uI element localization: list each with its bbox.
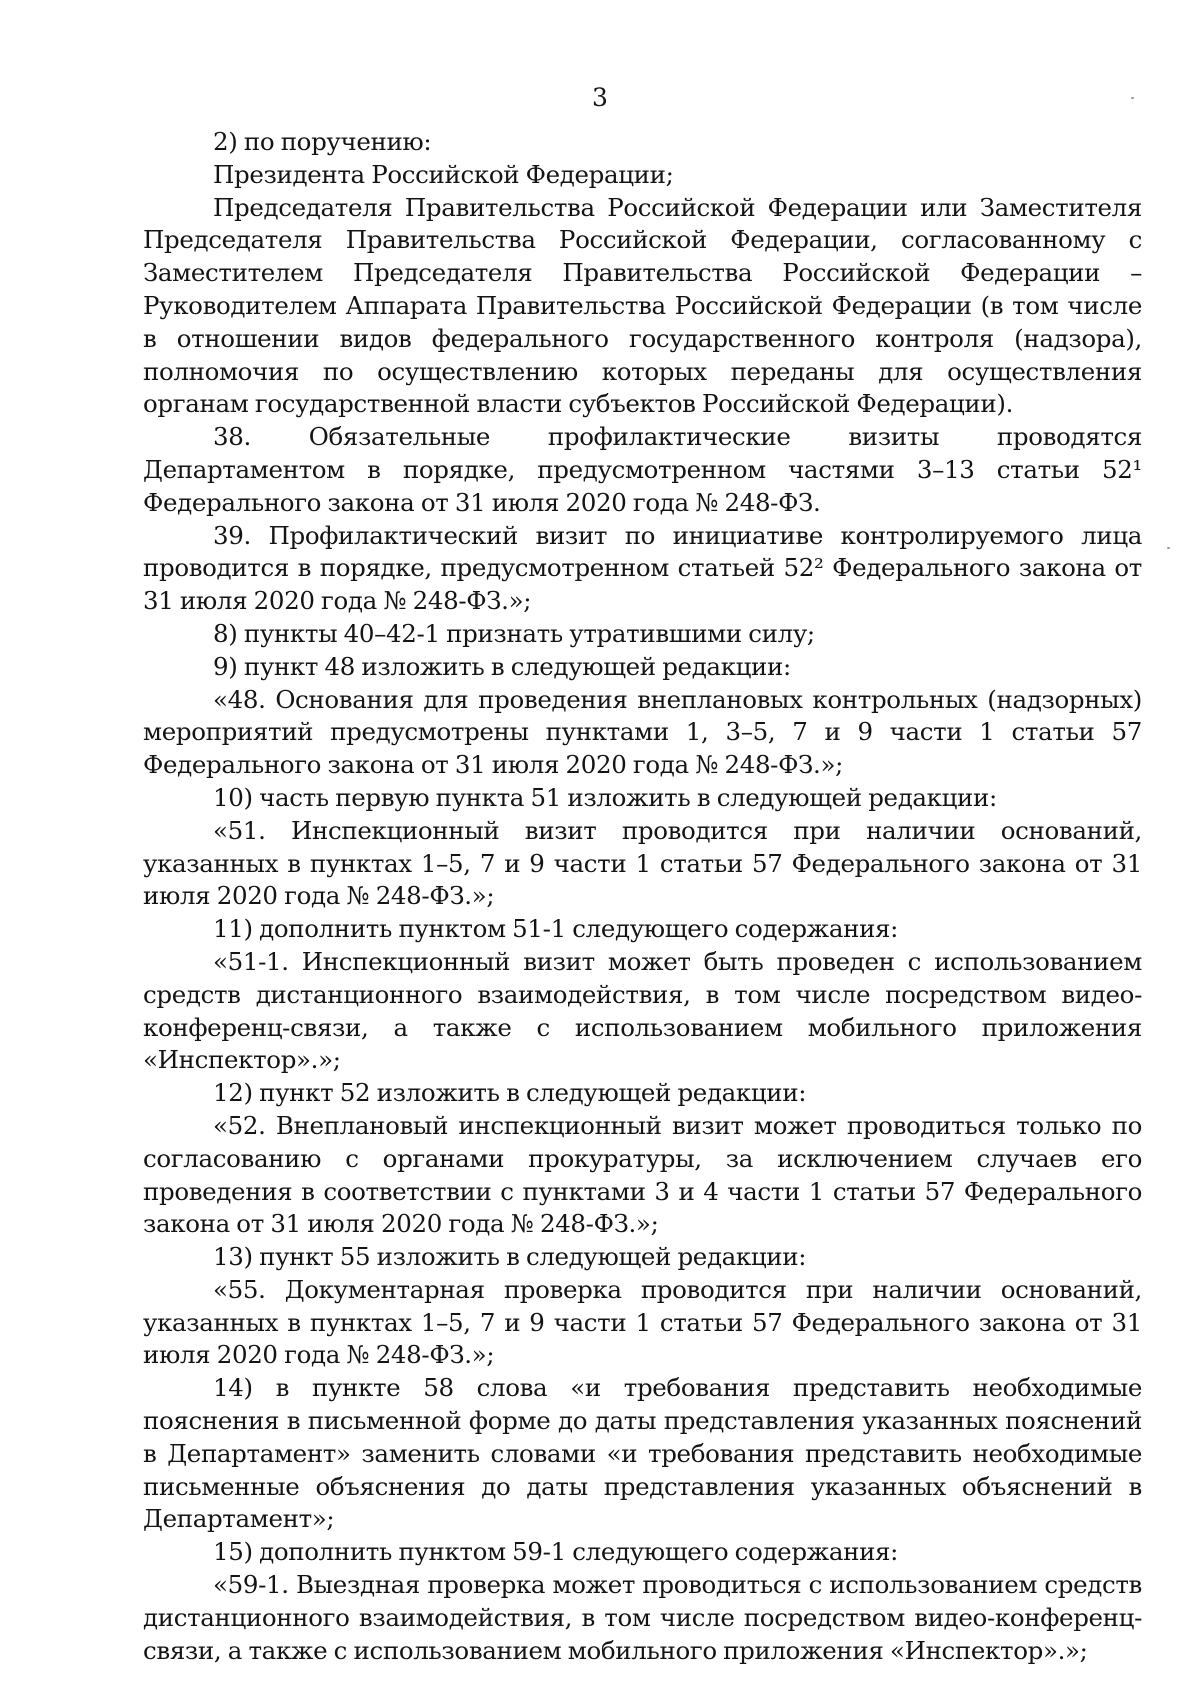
paragraph: «52. Внеплановый инспекционный визит может проводиться только по согласованию с органами прокуратуры, за исключением случаев его проведения в соответствии с пунктами 3 и 4 части 1 статьи 57 Федерального закона от 31 июля 2020 года № 248-ФЗ.»; (143, 1110, 1142, 1239)
scan-speck (1131, 97, 1134, 99)
document-body (143, 126, 1142, 1667)
paragraph: Председателя Правительства Российской Федерации или Заместителя Председателя Правительства Российской Федерации, согласованному с Заместителем Председателя Правительства Российской Федерации – Руководителем Аппарата Правительства Российской Федерации (в том числе в отношении видов федерального государственного контроля (надзора), полномочия по осуществлению которых переданы для осуществления органам государственной власти субъектов Российской Федерации). (143, 192, 1142, 419)
paragraph: «59-1. Выездная проверка может проводиться с использованием средств дистанционного взаимодействия, в том числе посредством видео-конференц-связи, а также с использованием мобильного приложения «Инспектор».»; (143, 1570, 1142, 1665)
paragraph: 39. Профилактический визит по инициативе контролируемого лица проводится в порядке, предусмотренном статьей 52² Федерального закона от 31 июля 2020 года № 248-ФЗ.»; (143, 520, 1142, 616)
paragraph: 11) дополнить пунктом 51-1 следующего содержания: (213, 914, 899, 944)
paragraph: «55. Документарная проверка проводится при наличии оснований, указанных в пунктах 1–5, 7 и 9 части 1 статьи 57 Федерального закона от 31 июля 2020 года № 248-ФЗ.»; (143, 1274, 1142, 1370)
paragraph: 8) пункты 40–42-1 признать утратившими силу; (213, 618, 815, 648)
paragraph: 12) пункт 52 изложить в следующей редакции: (213, 1078, 807, 1108)
paragraph: «51-1. Инспекционный визит может быть проведен с использованием средств дистанционного взаимодействия, в том числе посредством видео-конференц-связи, а также с использованием мобильного приложения «Инспектор».»; (143, 946, 1142, 1075)
paragraph: 38. Обязательные профилактические визиты проводятся Департаментом в порядке, предусмотренном частями 3–13 статьи 52¹ Федерального закона от 31 июля 2020 года № 248-ФЗ. (143, 422, 1142, 517)
paragraph: «48. Основания для проведения внеплановых контрольных (надзорных) мероприятий предусмотрены пунктами 1, 3–5, 7 и 9 части 1 статьи 57 Федерального закона от 31 июля 2020 года № 248-ФЗ.»; (143, 684, 1142, 780)
paragraph: 2) по поручению: (213, 127, 432, 156)
paragraph: 15) дополнить пунктом 59-1 следующего содержания: (213, 1537, 899, 1567)
page-number: 3 (592, 83, 608, 112)
paragraph: 14) в пункте 58 слова «и требования представить необходимые пояснения в письменной форме до даты представления указанных пояснений в Департамент» заменить словами «и требования представить необходимые письменные объяснения до даты представления указанных объяснений в Департамент»; (143, 1373, 1142, 1534)
paragraph: «51. Инспекционный визит проводится при наличии оснований, указанных в пунктах 1–5, 7 и 9 части 1 статьи 57 Федерального закона от 31 июля 2020 года № 248-ФЗ.»; (143, 815, 1142, 911)
paragraph: 9) пункт 48 изложить в следующей редакции: (213, 651, 791, 681)
paragraph: 10) часть первую пункта 51 изложить в следующей редакции: (213, 782, 997, 812)
paragraph: 13) пункт 55 изложить в следующей редакции: (213, 1242, 807, 1272)
paragraph: Президента Российской Федерации; (213, 159, 674, 189)
scan-speck (1167, 547, 1170, 549)
